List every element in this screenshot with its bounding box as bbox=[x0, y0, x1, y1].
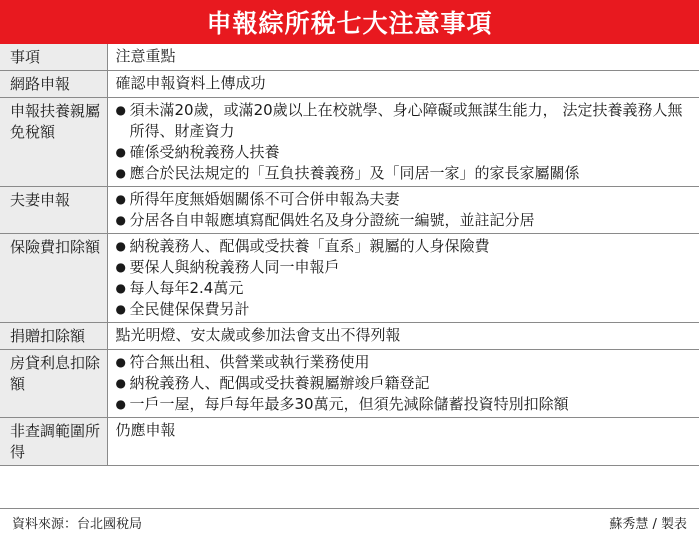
table-row bbox=[0, 418, 699, 466]
list-item bbox=[116, 236, 694, 257]
list-item bbox=[116, 100, 694, 142]
row-note: 確認申報資料上傳成功 bbox=[115, 74, 266, 92]
table-row bbox=[0, 234, 699, 323]
row-note: 仍應申報 bbox=[115, 421, 176, 439]
list-item bbox=[116, 142, 694, 163]
list-item-text: 納稅義務人、配偶或受扶養親屬辦竣戶籍登記 bbox=[129, 374, 430, 392]
list-item-text: 納稅義務人、配偶或受扶養「直系」親屬的人身保險費 bbox=[129, 237, 490, 255]
row-content bbox=[107, 418, 699, 466]
row-note: 點光明燈、安太歲或參加法會支出不得列報 bbox=[115, 326, 401, 344]
page-title: 申報綜所稅七大注意事項 bbox=[0, 0, 699, 44]
list-item-text: 所得年度無婚姻關係不可合併申報為夫妻 bbox=[129, 190, 400, 208]
list-item bbox=[116, 257, 694, 278]
table-row bbox=[0, 187, 699, 234]
bullet-dot-icon: ● bbox=[115, 166, 126, 180]
list-item bbox=[116, 163, 694, 184]
header-notes: 注意重點 bbox=[107, 44, 699, 71]
notes-table bbox=[0, 44, 699, 466]
list-item bbox=[116, 189, 694, 210]
table-header-row bbox=[0, 44, 699, 71]
row-category: 保險費扣除額 bbox=[0, 234, 107, 323]
row-content bbox=[107, 350, 699, 418]
bullet-dot-icon: ● bbox=[115, 260, 126, 274]
header-item: 事項 bbox=[0, 44, 107, 71]
list-item-text: 確係受納稅義務人扶養 bbox=[129, 143, 280, 161]
credit-note: 蘇秀慧 / 製表 bbox=[609, 517, 687, 532]
list-item-text: 要保人與納稅義務人同一申報戶 bbox=[129, 258, 340, 276]
row-category: 捐贈扣除額 bbox=[0, 323, 107, 350]
bullet-dot-icon: ● bbox=[115, 355, 126, 369]
list-item-text: 一戶一屋，每戶每年最多30萬元，但須先減除儲蓄投資特別扣除額 bbox=[129, 395, 569, 413]
list-item-text: 全民健保保費另計 bbox=[129, 300, 250, 318]
row-content bbox=[107, 98, 699, 187]
table-row bbox=[0, 350, 699, 418]
footer bbox=[0, 508, 699, 536]
list-item bbox=[116, 352, 694, 373]
row-content bbox=[107, 187, 699, 234]
bullet-dot-icon: ● bbox=[115, 281, 126, 295]
row-category: 夫妻申報 bbox=[0, 187, 107, 234]
row-category: 房貸利息扣除額 bbox=[0, 350, 107, 418]
list-item-text: 分居各自申報應填寫配偶姓名及身分證統一編號，並註記分居 bbox=[129, 211, 535, 229]
list-item-text: 符合無出租、供營業或執行業務使用 bbox=[129, 353, 370, 371]
list-item bbox=[116, 299, 694, 320]
bullet-dot-icon: ● bbox=[115, 213, 126, 227]
list-item-text: 須未滿20歲，或滿20歲以上在校就學、身心障礙或無謀生能力， 法定扶養義務人無所得、財產資力 bbox=[129, 101, 683, 140]
bullet-dot-icon: ● bbox=[115, 192, 126, 206]
row-category: 網路申報 bbox=[0, 71, 107, 98]
table-row bbox=[0, 71, 699, 98]
bullet-dot-icon: ● bbox=[115, 103, 126, 117]
bullet-dot-icon: ● bbox=[115, 239, 126, 253]
list-item bbox=[116, 278, 694, 299]
table-row bbox=[0, 323, 699, 350]
list-item bbox=[116, 394, 694, 415]
list-item-text: 應合於民法規定的「互負扶養義務」及「同居一家」的家長家屬關係 bbox=[129, 164, 580, 182]
bullet-dot-icon: ● bbox=[115, 376, 126, 390]
bullet-dot-icon: ● bbox=[115, 302, 126, 316]
row-content bbox=[107, 71, 699, 98]
source-note: 資料來源：台北國稅局 bbox=[12, 517, 143, 532]
row-category: 申報扶養親屬免稅額 bbox=[0, 98, 107, 187]
table-row bbox=[0, 98, 699, 187]
row-category: 非查調範圍所得 bbox=[0, 418, 107, 466]
bullet-dot-icon: ● bbox=[115, 145, 126, 159]
row-content bbox=[107, 323, 699, 350]
bullet-dot-icon: ● bbox=[115, 397, 126, 411]
list-item bbox=[116, 210, 694, 231]
list-item-text: 每人每年2.4萬元 bbox=[129, 279, 244, 297]
row-content bbox=[107, 234, 699, 323]
list-item bbox=[116, 373, 694, 394]
